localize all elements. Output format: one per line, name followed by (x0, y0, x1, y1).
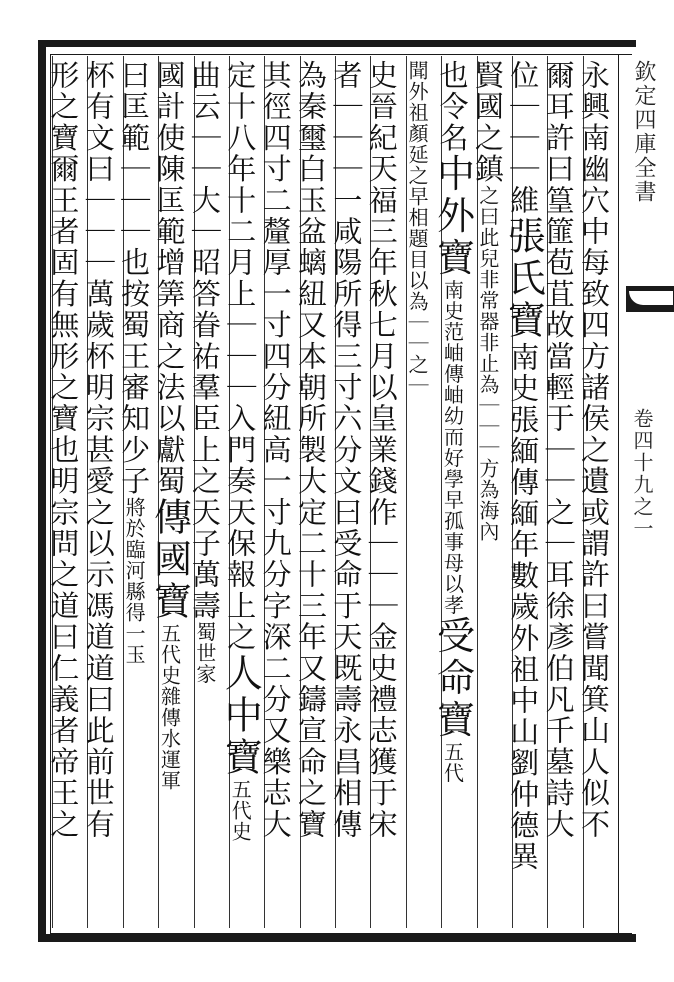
text-column (258, 56, 299, 928)
body-text: 賢國之鎮 (470, 60, 505, 185)
text-columns (46, 56, 618, 928)
annotation-text: 南史范岫傳岫幼而好學早孤事母以孝 (440, 279, 465, 616)
entry-heading: 中外寶 (430, 153, 475, 280)
entry-heading: 傳國寶 (147, 496, 192, 623)
entry-heading: 張氏寶 (501, 216, 546, 342)
text-column (147, 56, 193, 928)
text-column (187, 56, 229, 928)
body-text: 杯有文曰｜｜｜萬歲杯明宗甚愛之以示馮道道曰此前世有 (81, 60, 116, 840)
text-column (329, 56, 370, 928)
annotation-text: 五代 (440, 741, 465, 784)
text-column (117, 56, 158, 928)
text-column (294, 56, 335, 928)
text-column (406, 56, 441, 928)
annotation-text: 之曰此兒非常器非止為｜｜｜方為海內 (475, 184, 500, 542)
body-text: 曲云｜｜大｜昭答眷祐羣臣上之天子萬壽 (187, 60, 222, 622)
volume-number: 卷四十九之一 (630, 408, 654, 540)
body-text: 形之寶爾王者固有無形之寶也明宗問之道曰仁義者帝王之 (46, 60, 81, 840)
text-column (541, 56, 582, 928)
body-text: 南史張緬傳緬年數歲外祖中山劉仲德異 (506, 342, 541, 873)
text-column (501, 56, 547, 928)
book-title: 欽定四庫全書 (631, 60, 656, 204)
text-column (364, 56, 405, 928)
body-text: 史晉紀天福三年秋七月以皇業錢作｜｜｜金史禮志獲于宋 (364, 60, 399, 840)
annotation-text: 聞外祖顏延之早相題目以為｜｜之｜ (405, 60, 430, 396)
body-text: 定十八年十二月上｜｜｜入門奏天保報上之 (223, 60, 258, 653)
body-text: 永興南幽穴中每致四方諸侯之遺或謂許曰嘗聞箕山人似不 (577, 60, 611, 840)
body-text: 其徑四寸二釐厚一寸四分紐高一寸九分字深二分又樂志大 (258, 60, 293, 840)
annotation-text: 蜀世家 (192, 621, 217, 685)
body-text: 爾耳許曰篁篚苞苴故當輕于｜｜之｜耳徐彥伯凡千墓詩大 (541, 60, 576, 840)
entry-heading: 受命寶 (430, 615, 475, 742)
text-column (577, 56, 618, 928)
annotation-text: 五代史雜傳水運軍 (157, 622, 182, 791)
annotation-text: 將於臨河縣得一玉 (122, 496, 147, 665)
text-column (218, 56, 264, 928)
text-column (430, 56, 476, 928)
text-column (470, 56, 512, 928)
body-text: 者｜｜｜一咸陽所得三寸六分文曰受命于天既壽永昌相傳 (329, 60, 364, 840)
entry-heading: 人中寶 (218, 652, 263, 779)
annotation-text: 五代史 (228, 778, 253, 842)
body-text: 位｜｜｜維 (506, 60, 541, 216)
text-column (81, 56, 122, 928)
body-text: 也令名 (435, 60, 470, 154)
body-text: 曰匡範｜｜｜也按蜀王審知少子 (117, 60, 152, 497)
text-column (46, 56, 87, 928)
column-text (43, 60, 83, 840)
body-text: 國計使陳匡範增筭商之法以獻蜀 (152, 60, 187, 497)
body-text: 為秦璽白玉盆螭紐又本朝所製大定二十三年又鑄宣命之寶 (294, 60, 328, 840)
fishtail-mark (626, 286, 674, 312)
